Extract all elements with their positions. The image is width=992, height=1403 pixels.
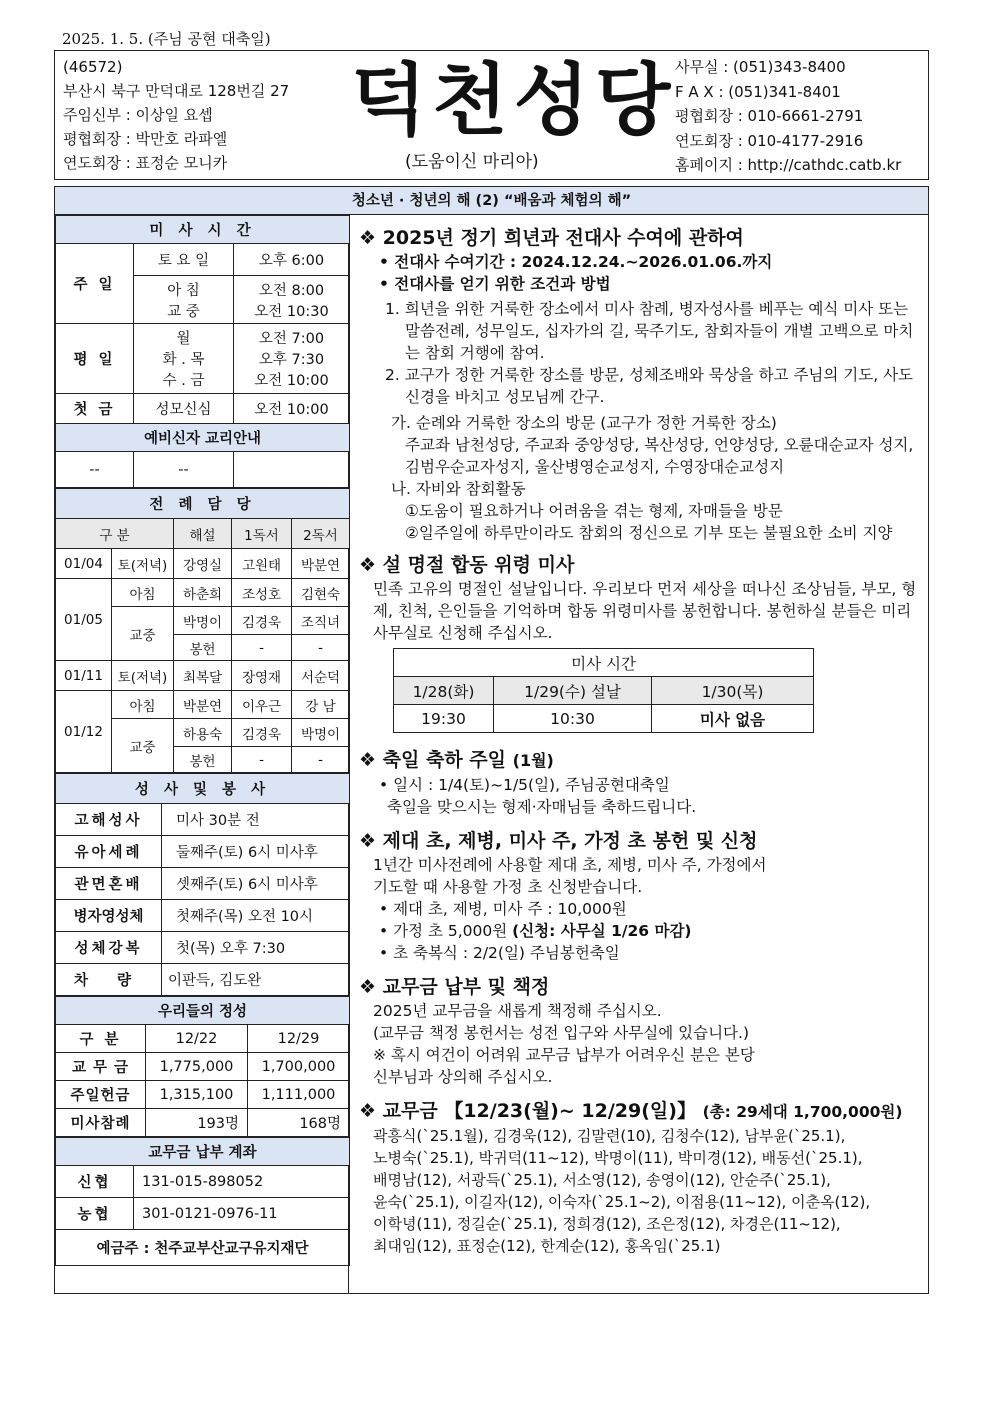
oh0: 구 분 [56, 1025, 146, 1053]
parish-subtitle: (도움이신 마리아) [405, 152, 539, 172]
donor-line: 윤숙(`25.1), 이길자(12), 이숙자(`25.1~2), 이점용(11~12), 이춘옥(12), [373, 1193, 871, 1211]
r4-t1: 아침 [112, 691, 174, 719]
morning-label: 아 침 [167, 282, 200, 299]
offering-table [55, 996, 350, 1137]
notice1-l1: • 전대사 수여기간 : 2024.12.24.~2026.01.06.까지 [379, 253, 773, 271]
sat-time: 오후 6:00 [234, 244, 350, 276]
r2-date: 01/05 [56, 579, 112, 661]
notice5-l4: 신부님과 상의해 주십시오. [373, 1068, 553, 1086]
wd3: 수 . 금 [162, 373, 205, 389]
r4-b3: - [232, 747, 292, 773]
notice5-l3: ※ 혹시 여건이 어려워 교무금 납부가 어려우신 분은 본당 [373, 1046, 755, 1064]
first-fri-label: 첫 금 [56, 394, 134, 424]
wd3-time: 오전 10:00 [254, 373, 329, 389]
notice4-title: ❖ 제대 초, 제병, 미사 주, 가정 초 봉헌 및 신청 [359, 830, 758, 852]
notice3-l1: • 일시 : 1/4(토)~1/5(일), 주님공현대축일 [379, 776, 670, 794]
r4-t2: 교중 [112, 719, 174, 773]
r3-b: 장영재 [232, 661, 292, 691]
notice4-l5: • 초 축복식 : 2/2(일) 주님봉헌축일 [379, 944, 620, 962]
r2-t3: 봉헌 [174, 635, 232, 661]
o-b0: 1,700,000 [248, 1053, 350, 1081]
notice1-g5: ②일주일에 하루만이라도 참회의 정신으로 기부 또는 불필요한 소비 지양 [405, 524, 893, 542]
r4-b2: 김경욱 [232, 719, 292, 747]
notice5-title: ❖ 교무금 납부 및 책정 [359, 976, 550, 998]
sat-label: 토 요 일 [134, 244, 234, 276]
memorial-mass-table [393, 648, 814, 733]
lh2: 1독서 [232, 519, 292, 549]
notice3-title [359, 747, 924, 774]
notice4-l2: 기도할 때 사용할 가정 초 신청받습니다. [373, 878, 643, 896]
sunday-masses [134, 276, 234, 324]
postal-code: (46572) [63, 58, 123, 76]
o-k2: 미사참례 [56, 1109, 146, 1137]
sac-k4: 성체강복 [56, 932, 162, 964]
r3-date: 01/11 [56, 661, 112, 691]
sac-v5: 이판득, 김도완 [162, 964, 350, 996]
gyo-time: 오전 10:30 [254, 303, 329, 320]
mm-t2: 10:30 [494, 705, 652, 733]
bank2: 농협 [56, 1198, 134, 1230]
bank1: 신협 [56, 1166, 134, 1198]
catechumen-c3 [234, 452, 350, 488]
mm-title: 미사 시간 [394, 649, 814, 677]
sac-v3: 첫째주(목) 오전 10시 [162, 900, 350, 932]
sunday-label: 주 일 [56, 244, 134, 324]
first-fri-time: 오전 10:00 [234, 394, 350, 424]
lh1: 해설 [174, 519, 232, 549]
sacraments-table [55, 773, 350, 996]
contact-info [675, 55, 901, 178]
r4-a2: 하용숙 [174, 719, 232, 747]
r1-a: 강영실 [174, 549, 232, 579]
notice1-l2: • 전대사를 얻기 위한 조건과 방법 [379, 275, 611, 293]
address: 부산시 북구 만덕대로 128번길 27 [63, 82, 290, 100]
notice3-title-text: ❖ 축일 축하 주일 [359, 749, 507, 771]
sunday-times [234, 276, 350, 324]
sac-k3: 병자영성체 [56, 900, 162, 932]
catechumen-c1: -- [56, 452, 134, 488]
r2-a1: 하춘희 [174, 579, 232, 607]
offering-title: 우리들의 정성 [56, 997, 350, 1025]
notice2-body: 민족 고유의 명절인 설날입니다. 우리보다 먼저 세상을 떠나신 조상님들, 부모, 형제, 친척, 은인들을 기억하며 합동 위령미사를 봉헌합니다. 봉헌하실 분들은 미리 사무실로 신청해 주십시오. [373, 580, 917, 642]
o-b2: 168명 [248, 1109, 350, 1137]
gyo-label: 교 중 [167, 303, 200, 320]
donor-line: 최대임(12), 표정순(12), 한계순(12), 홍옥임(`25.1) [373, 1237, 721, 1255]
notice3-suffix: (1월) [512, 751, 554, 770]
r4-b1: 이우근 [232, 691, 292, 719]
weekday-label: 평 일 [56, 324, 134, 394]
r3-a: 최복달 [174, 661, 232, 691]
header-box [54, 50, 929, 180]
weekday-times [234, 324, 350, 394]
sac-v0: 미사 30분 전 [162, 804, 350, 836]
r2-b3: - [232, 635, 292, 661]
catechumen-c2: -- [134, 452, 234, 488]
fax: F A X : (051)341-8401 [675, 82, 841, 101]
sac-v4: 첫(목) 오후 7:30 [162, 932, 350, 964]
wd1: 월 [176, 331, 191, 347]
o-a0: 1,775,000 [146, 1053, 248, 1081]
r2-b2: 김경욱 [232, 607, 292, 635]
r3-c: 서순덕 [292, 661, 350, 691]
mm-d2: 1/29(수) 설날 [494, 677, 652, 705]
r2-c2: 조직녀 [292, 607, 350, 635]
r3-type: 토(저녁) [112, 661, 174, 691]
sac-k0: 고해성사 [56, 804, 162, 836]
parish-title: 덕천성당 [351, 56, 677, 146]
r2-c1: 김현숙 [292, 579, 350, 607]
wd2-time: 오후 7:30 [258, 352, 325, 368]
homepage-link[interactable]: 홈페이지 : http://cathdc.catb.kr [675, 156, 902, 174]
r1-b: 고원태 [232, 549, 292, 579]
account-table [55, 1137, 350, 1266]
r1-c: 박분연 [292, 549, 350, 579]
account-title: 교무금 납부 계좌 [56, 1138, 350, 1166]
notice1-title: ❖ 2025년 정기 희년과 전대사 수여에 관하여 [359, 227, 744, 249]
lh3: 2독서 [292, 519, 350, 549]
r1-date: 01/04 [56, 549, 112, 579]
r4-a1: 박분연 [174, 691, 232, 719]
left-column [55, 215, 349, 1293]
oh1: 12/22 [146, 1025, 248, 1053]
donor-line: 배명남(12), 서광득(`25.1), 서소영(12), 송영이(12), 안순주(`25.1), [373, 1171, 831, 1189]
mm-d3: 1/30(목) [652, 677, 814, 705]
notice1-p1: 1. 희년을 위한 거룩한 장소에서 미사 참례, 병자성사를 베푸는 예식 미사 또는 말씀전례, 성무일도, 십자가의 길, 묵주기도, 참회자들이 개별 고백으로 마치는 참회 거행에 참여. [385, 300, 914, 362]
morning-time: 오전 8:00 [258, 282, 325, 299]
notice5-l1: 2025년 교무금을 새롭게 책정해 주십시오. [373, 1002, 662, 1020]
mm-t1: 19:30 [394, 705, 494, 733]
sacraments-title: 성 사 및 봉 사 [56, 774, 350, 804]
account-number-1[interactable]: 131-015-898052 [134, 1166, 350, 1198]
office-phone: 사무실 : (051)343-8400 [675, 58, 846, 76]
notice4-l4b: (신청: 사무실 1/26 마감) [512, 922, 692, 940]
notice1-g4: ①도움이 필요하거나 어려움을 겪는 형제, 자매들을 방문 [405, 502, 783, 520]
notice1-g3: 나. 자비와 참회활동 [391, 480, 526, 498]
memorial-president: 연도회장 : 표정순 모니카 [63, 154, 228, 172]
mm-t3: 미사 없음 [652, 705, 814, 733]
o-a1: 1,315,100 [146, 1081, 248, 1109]
notice1-g2: 주교좌 남천성당, 주교좌 중앙성당, 복산성당, 언양성당, 오륜대순교자 성지, 김범우순교자성지, 울산병영순교성지, 수영장대순교성지 [405, 436, 914, 476]
first-fri: 성모신심 [134, 394, 234, 424]
r2-t2: 교중 [112, 607, 174, 661]
notice6-suffix: (총: 29세대 1,700,000원) [702, 1103, 903, 1121]
notice4-l4a: • 가정 초 5,000원 [379, 922, 513, 940]
memorial-phone: 연도회장 : 010-4177-2916 [675, 131, 864, 150]
liturgy-table [55, 488, 350, 773]
bulletin-date: 2025. 1. 5. (주님 공현 대축일) [62, 30, 271, 48]
parish-info [63, 55, 289, 175]
notice6-title [359, 1098, 924, 1125]
sac-v2: 셋째주(토) 6시 미사후 [162, 868, 350, 900]
o-k0: 교 무 금 [56, 1053, 146, 1081]
catechumen-title: 예비신자 교리안내 [56, 424, 350, 452]
r1-type: 토(저녁) [112, 549, 174, 579]
wd2: 화 . 목 [162, 352, 205, 368]
notice4-l3: • 제대 초, 제병, 미사 주 : 10,000원 [379, 900, 627, 918]
notice4-l1: 1년간 미사전례에 사용할 제대 초, 제병, 미사 주, 가정에서 [373, 856, 767, 874]
account-holder: 예금주 : 천주교부산교구유지재단 [56, 1230, 350, 1266]
notice5-l2: (교무금 책정 봉헌서는 성전 입구와 사무실에 있습니다.) [373, 1024, 749, 1042]
council-phone: 평협회장 : 010-6661-2791 [675, 107, 864, 125]
lh0: 구 분 [56, 519, 174, 549]
notice2-title: ❖ 설 명절 합동 위령 미사 [359, 554, 575, 576]
r4-c1: 강 남 [292, 691, 350, 719]
r2-c3: - [292, 635, 350, 661]
oh2: 12/29 [248, 1025, 350, 1053]
wd1-time: 오전 7:00 [258, 331, 325, 347]
donor-line: 이학녕(11), 정길순(`25.1), 정희경(12), 조은정(12), 차경은(11~12), [373, 1215, 841, 1233]
sac-k2: 관면혼배 [56, 868, 162, 900]
notice4-l4 [359, 920, 924, 942]
mass-table [55, 215, 350, 488]
sac-v1: 둘째주(토) 6시 미사후 [162, 836, 350, 868]
pastor: 주임신부 : 이상일 요셉 [63, 106, 213, 124]
main-frame [54, 186, 929, 1294]
o-a2: 193명 [146, 1109, 248, 1137]
right-column [359, 225, 924, 1257]
sac-k1: 유아세례 [56, 836, 162, 868]
theme-banner: 청소년 · 청년의 해 (2) “배움과 체험의 해” [55, 187, 928, 215]
r4-date: 01/12 [56, 691, 112, 773]
r2-a2: 박명이 [174, 607, 232, 635]
notice1-g1: 가. 순례와 거룩한 장소의 방문 (교구가 정한 거룩한 장소) [391, 414, 777, 432]
notice1-p2: 2. 교구가 정한 거룩한 장소를 방문, 성체조배와 묵상을 하고 주님의 기도, 사도신경을 바치고 성모님께 간구. [385, 366, 914, 406]
account-number-2[interactable]: 301-0121-0976-11 [134, 1198, 350, 1230]
donor-line: 곽흥식(`25.1월), 김경욱(12), 김말련(10), 김청수(12), 남부윤(`25.1), [373, 1127, 846, 1145]
sac-k5: 차 량 [56, 964, 162, 996]
notice6-title-text: ❖ 교무금 【12/23(월)~ 12/29(일)】 [359, 1100, 696, 1122]
r4-c3: - [292, 747, 350, 773]
r2-t1: 아침 [112, 579, 174, 607]
mass-title: 미 사 시 간 [56, 216, 350, 244]
o-b1: 1,111,000 [248, 1081, 350, 1109]
council-president: 평협회장 : 박만호 라파엘 [63, 130, 228, 148]
weekday-days [134, 324, 234, 394]
r2-b1: 조성호 [232, 579, 292, 607]
r4-t3: 봉헌 [174, 747, 232, 773]
r4-c2: 박명이 [292, 719, 350, 747]
mm-d1: 1/28(화) [394, 677, 494, 705]
donor-line: 노병숙(`25.1), 박귀덕(11~12), 박명이(11), 박미경(12), 배동선(`25.1), [373, 1149, 863, 1167]
notice3-l2: 축일을 맞으시는 형제·자매님들 축하드립니다. [387, 798, 697, 816]
liturgy-title: 전 례 담 당 [56, 489, 350, 519]
o-k1: 주일헌금 [56, 1081, 146, 1109]
